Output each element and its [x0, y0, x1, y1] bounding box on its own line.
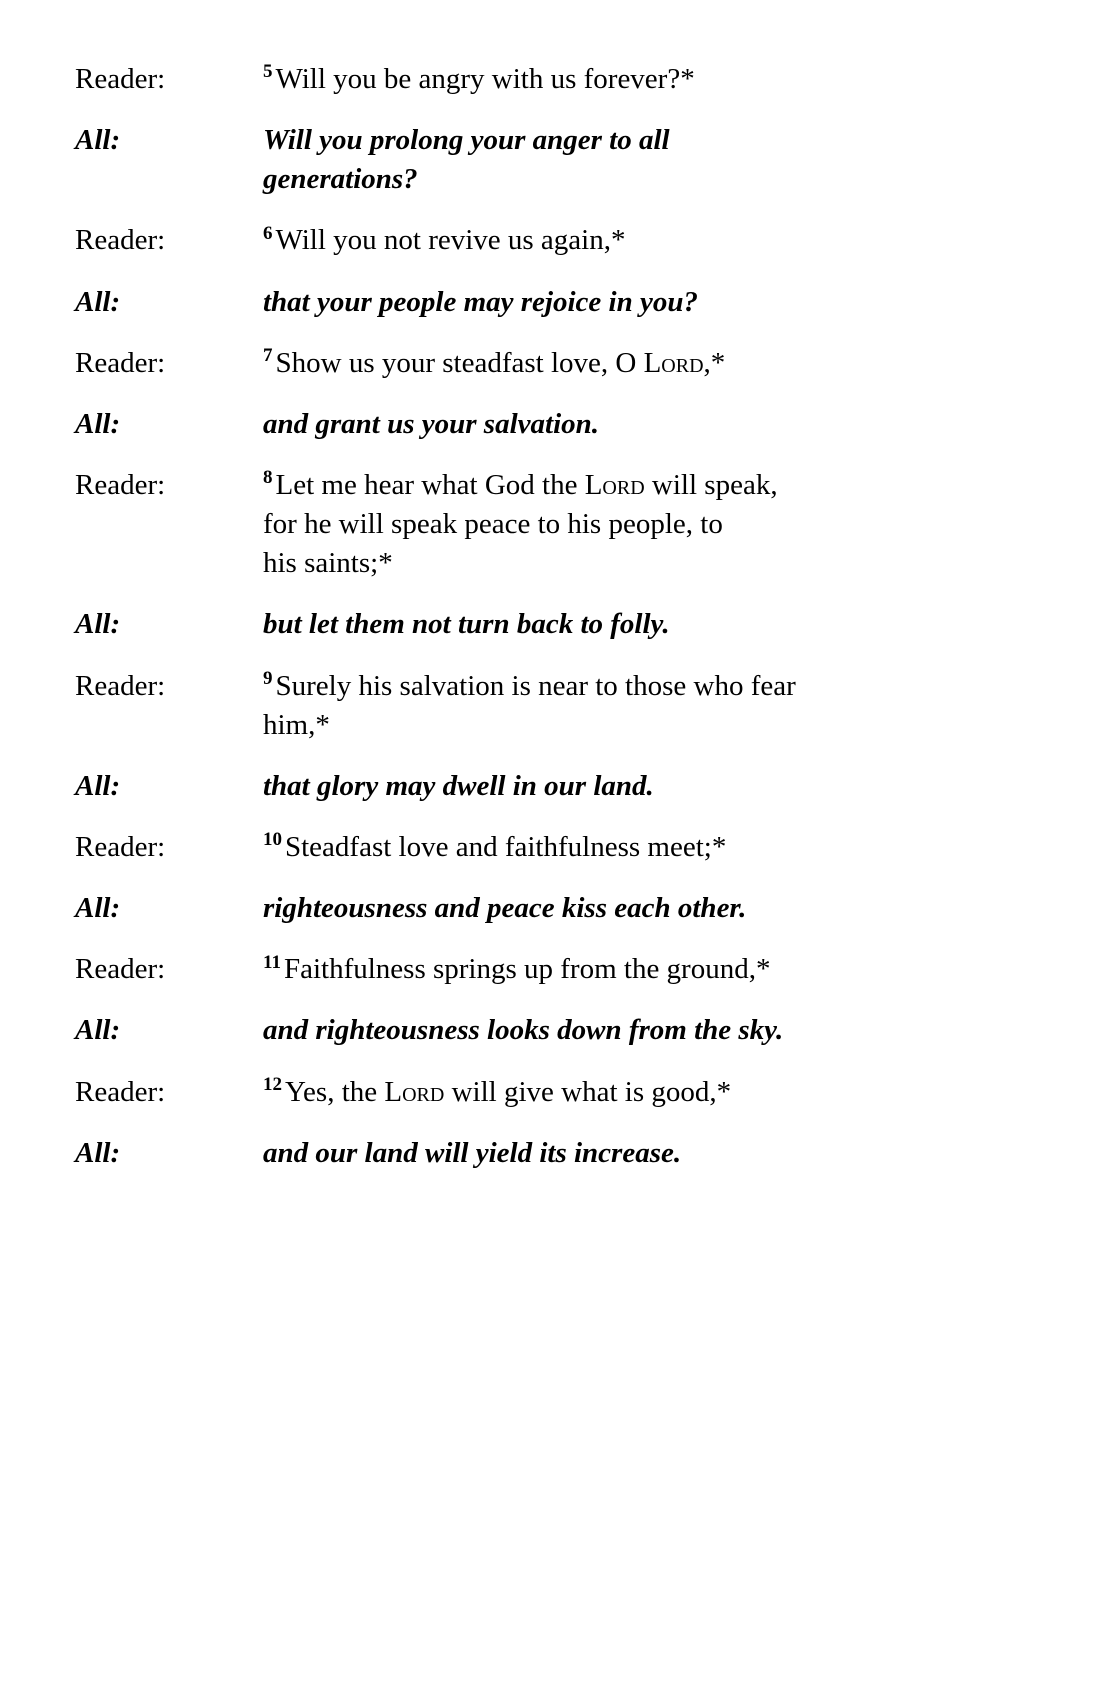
verse-text: [263, 60, 963, 99]
speaker-label-reader: Reader:: [75, 953, 166, 986]
verse-line-text: Steadfast love and faithfulness meet;*: [285, 830, 727, 863]
verse-row: [75, 121, 1025, 199]
speaker-label-reader: Reader:: [75, 63, 166, 95]
verse-line-text: will give what is good,*: [444, 1075, 732, 1108]
verse-line: [263, 405, 963, 444]
speaker-label-all: All:: [75, 1136, 121, 1169]
verse-line: [263, 667, 963, 706]
verse-line-text: will speak,: [644, 468, 778, 501]
verse-line: [263, 544, 963, 583]
verse-line: [263, 706, 963, 745]
verse-line-text: for he will speak peace to his people, to: [263, 508, 723, 541]
verse-line-text: Yes, the: [285, 1075, 385, 1108]
verse-line-text: generations?: [263, 163, 418, 196]
speaker-label-reader: Reader:: [75, 346, 166, 379]
speaker-label-all: All:: [75, 285, 121, 318]
verse-row: [75, 1134, 1025, 1173]
verse-row: [75, 466, 1025, 583]
verse-row: [75, 344, 1025, 383]
verse-line: [263, 605, 963, 644]
verse-line-text: him,*: [263, 708, 330, 741]
verse-line: [263, 889, 963, 928]
verse-number: 10: [263, 829, 282, 851]
verse-text: [263, 1134, 963, 1173]
verse-row: [75, 667, 1025, 745]
verse-line: [263, 767, 963, 806]
verse-text: [263, 950, 963, 989]
verse-row: [75, 1073, 1025, 1112]
divine-name-smallcaps: Lord: [643, 346, 704, 379]
verse-line-text: his saints;*: [263, 547, 393, 580]
verse-text: [263, 605, 963, 644]
verse-line: [263, 1073, 963, 1112]
speaker-label-all: All:: [75, 407, 121, 440]
verse-line-text: Show us your steadfast love, O: [275, 346, 644, 379]
verse-text: [263, 344, 963, 383]
verse-line-text: that glory may dwell in our land.: [263, 769, 654, 802]
verse-text: [263, 121, 963, 199]
verse-line-text: and righteousness looks down from the sky.: [263, 1014, 784, 1047]
verse-line-text: Will you be angry with us forever?*: [275, 63, 695, 95]
verse-line: [263, 828, 963, 867]
verse-number: 7: [263, 345, 273, 367]
speaker-label-all: All:: [75, 124, 121, 157]
verse-row: [75, 889, 1025, 928]
verse-row: [75, 1011, 1025, 1050]
verse-line-text: Surely his salvation is near to those who fear: [275, 669, 796, 702]
verse-text: [263, 466, 963, 583]
verse-text: [263, 405, 963, 444]
verse-number: 9: [263, 667, 273, 689]
verse-line: [263, 160, 963, 199]
verse-line: [263, 1011, 963, 1050]
speaker-label-all: All:: [75, 1014, 121, 1047]
verse-line-text: ,*: [703, 346, 726, 379]
verse-text: [263, 889, 963, 928]
verse-row: [75, 221, 1025, 260]
verse-text: [263, 221, 963, 260]
speaker-label-all: All:: [75, 608, 121, 641]
verse-row: [75, 60, 1025, 99]
verse-text: [263, 828, 963, 867]
verse-text: [263, 283, 963, 322]
speaker-label-all: All:: [75, 769, 121, 802]
verse-line: [263, 1134, 963, 1173]
verse-line: [263, 283, 963, 322]
speaker-label-reader: Reader:: [75, 468, 166, 501]
verse-number: 11: [263, 951, 281, 973]
speaker-label-reader: Reader:: [75, 830, 166, 863]
verse-line: [263, 121, 963, 160]
verse-text: [263, 667, 963, 745]
verse-line-text: Faithfulness springs up from the ground,*: [283, 953, 771, 986]
divine-name-smallcaps: Lord: [384, 1075, 445, 1108]
verse-row: [75, 828, 1025, 867]
verse-row: [75, 950, 1025, 989]
verse-number: 8: [263, 467, 273, 489]
verse-line: [263, 60, 963, 99]
responsive-reading-list: [75, 60, 1025, 1173]
verse-row: [75, 405, 1025, 444]
verse-line-text: that your people may rejoice in you?: [263, 285, 698, 318]
verse-line-text: Will you not revive us again,*: [275, 224, 626, 257]
verse-text: [263, 1073, 963, 1112]
verse-row: [75, 283, 1025, 322]
verse-line-text: but let them not turn back to folly.: [263, 608, 670, 641]
speaker-label-all: All:: [75, 892, 121, 925]
divine-name-smallcaps: Lord: [584, 468, 645, 501]
verse-number: 6: [263, 222, 273, 244]
verse-line: [263, 466, 963, 505]
verse-line: [263, 505, 963, 544]
verse-text: [263, 1011, 963, 1050]
verse-line-text: Will you prolong your anger to all: [263, 124, 670, 157]
verse-line-text: and grant us your salvation.: [263, 407, 600, 440]
verse-number: 12: [263, 1073, 282, 1095]
speaker-label-reader: Reader:: [75, 224, 166, 257]
verse-line-text: and our land will yield its increase.: [263, 1136, 682, 1169]
verse-line: [263, 950, 963, 989]
verse-row: [75, 605, 1025, 644]
verse-number: 5: [263, 61, 273, 83]
verse-line: [263, 221, 963, 260]
verse-line-text: righteousness and peace kiss each other.: [263, 892, 747, 925]
verse-line-text: Let me hear what God the: [275, 468, 585, 501]
speaker-label-reader: Reader:: [75, 1075, 166, 1108]
verse-line: [263, 344, 963, 383]
verse-text: [263, 767, 963, 806]
speaker-label-reader: Reader:: [75, 669, 166, 702]
verse-row: [75, 767, 1025, 806]
